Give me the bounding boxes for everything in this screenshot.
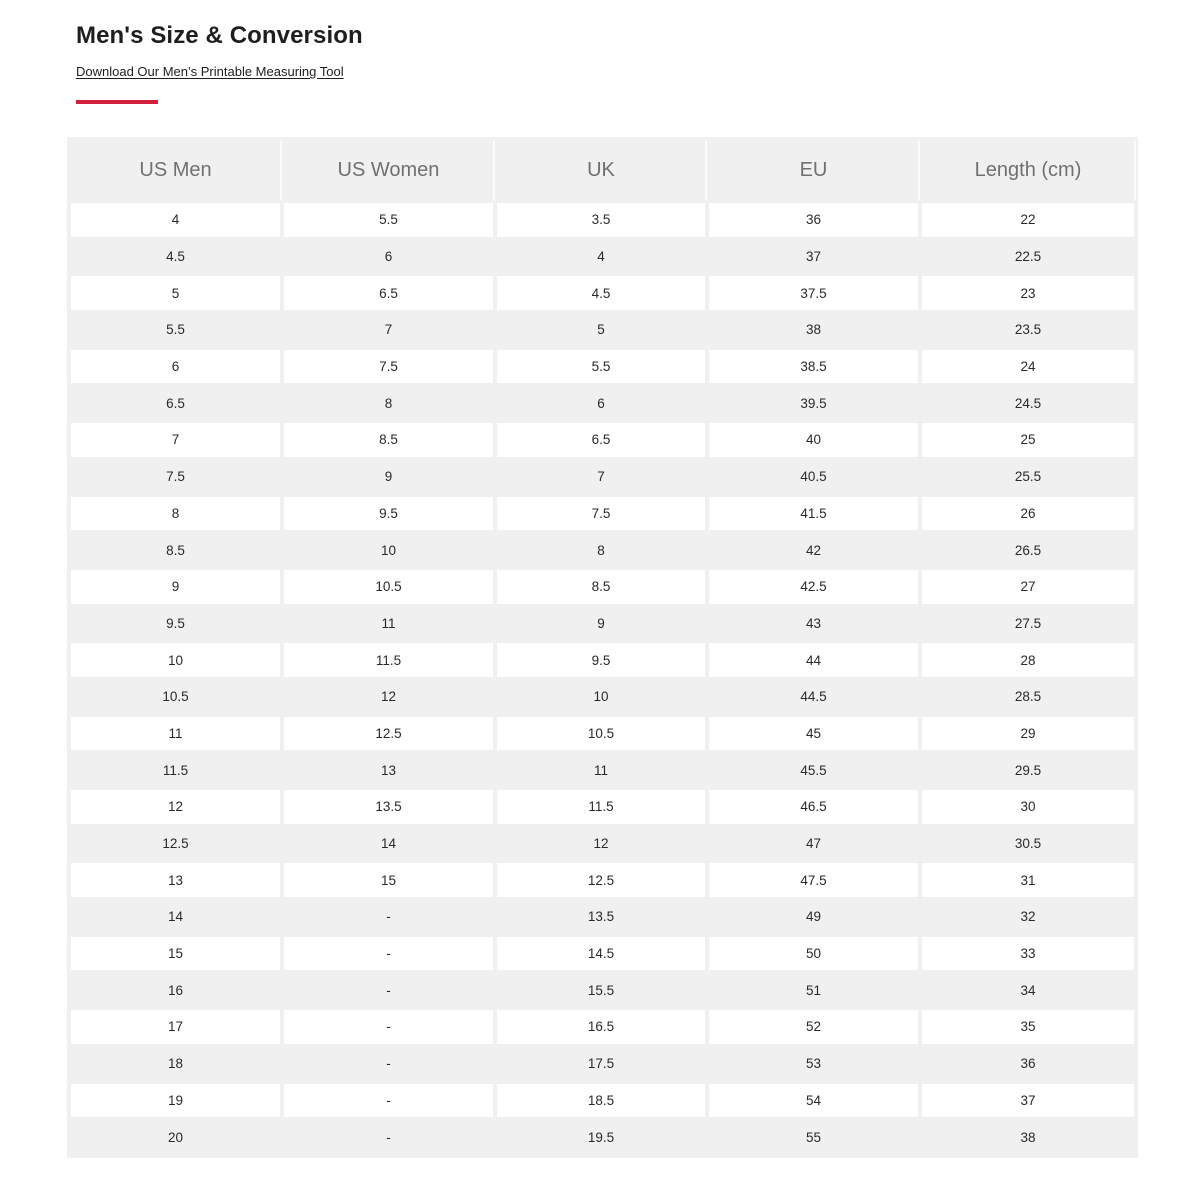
cell-us-men: 10.5 (71, 680, 280, 714)
download-measuring-tool-link[interactable]: Download Our Men’s Printable Measuring Tool (76, 64, 344, 79)
cell-us-women: 13 (284, 753, 493, 787)
cell-uk: 8.5 (497, 570, 705, 604)
cell-uk: 9 (497, 607, 705, 641)
column-header-uk: UK (497, 140, 705, 200)
cell-eu: 55 (709, 1120, 918, 1154)
table-row (71, 1047, 1134, 1081)
cell-uk: 5.5 (497, 350, 705, 384)
cell-length-cm: 31 (922, 863, 1134, 897)
cell-uk: 19.5 (497, 1120, 705, 1154)
cell-uk: 8 (497, 533, 705, 567)
cell-length-cm: 35 (922, 1010, 1134, 1044)
cell-us-women: 11.5 (284, 643, 493, 677)
table-row (71, 276, 1134, 310)
cell-uk: 4.5 (497, 276, 705, 310)
cell-length-cm: 22 (922, 203, 1134, 237)
cell-us-women: 13.5 (284, 790, 493, 824)
cell-length-cm: 25 (922, 423, 1134, 457)
cell-us-women: 15 (284, 863, 493, 897)
cell-us-men: 20 (71, 1120, 280, 1154)
cell-eu: 39.5 (709, 386, 918, 420)
table-row (71, 717, 1134, 751)
cell-eu: 50 (709, 937, 918, 971)
cell-uk: 16.5 (497, 1010, 705, 1044)
cell-eu: 37 (709, 240, 918, 274)
cell-length-cm: 28 (922, 643, 1134, 677)
cell-us-men: 4 (71, 203, 280, 237)
table-row (71, 607, 1134, 641)
table-row (71, 533, 1134, 567)
cell-us-women: 10.5 (284, 570, 493, 604)
cell-length-cm: 34 (922, 973, 1134, 1007)
cell-eu: 43 (709, 607, 918, 641)
column-header-us-women: US Women (284, 140, 493, 200)
cell-us-men: 11 (71, 717, 280, 751)
cell-eu: 46.5 (709, 790, 918, 824)
cell-us-men: 11.5 (71, 753, 280, 787)
cell-eu: 40 (709, 423, 918, 457)
cell-us-women: - (284, 1047, 493, 1081)
cell-us-men: 12.5 (71, 827, 280, 861)
cell-uk: 7 (497, 460, 705, 494)
table-row (71, 350, 1134, 384)
cell-eu: 47.5 (709, 863, 918, 897)
cell-us-women: 10 (284, 533, 493, 567)
cell-us-women: 8.5 (284, 423, 493, 457)
size-conversion-table-container (67, 137, 1138, 1158)
cell-us-men: 19 (71, 1084, 280, 1118)
table-row (71, 460, 1134, 494)
table-row (71, 863, 1134, 897)
cell-eu: 44.5 (709, 680, 918, 714)
cell-uk: 13.5 (497, 900, 705, 934)
table-row (71, 937, 1134, 971)
cell-uk: 6.5 (497, 423, 705, 457)
cell-us-men: 9 (71, 570, 280, 604)
cell-eu: 47 (709, 827, 918, 861)
cell-us-women: - (284, 937, 493, 971)
cell-us-men: 9.5 (71, 607, 280, 641)
table-row (71, 203, 1134, 237)
table-row (71, 570, 1134, 604)
table-row (71, 900, 1134, 934)
cell-uk: 10 (497, 680, 705, 714)
table-row (71, 753, 1134, 787)
table-row (71, 497, 1134, 531)
cell-us-men: 17 (71, 1010, 280, 1044)
cell-eu: 38.5 (709, 350, 918, 384)
cell-uk: 6 (497, 386, 705, 420)
cell-uk: 15.5 (497, 973, 705, 1007)
cell-us-men: 13 (71, 863, 280, 897)
table-row (71, 973, 1134, 1007)
cell-us-women: 8 (284, 386, 493, 420)
cell-length-cm: 30.5 (922, 827, 1134, 861)
table-row (71, 643, 1134, 677)
cell-us-women: 7.5 (284, 350, 493, 384)
cell-us-men: 7.5 (71, 460, 280, 494)
cell-eu: 42.5 (709, 570, 918, 604)
cell-us-men: 10 (71, 643, 280, 677)
cell-us-men: 12 (71, 790, 280, 824)
cell-length-cm: 36 (922, 1047, 1134, 1081)
cell-eu: 44 (709, 643, 918, 677)
cell-uk: 17.5 (497, 1047, 705, 1081)
table-row (71, 680, 1134, 714)
cell-length-cm: 26.5 (922, 533, 1134, 567)
cell-length-cm: 28.5 (922, 680, 1134, 714)
cell-eu: 38 (709, 313, 918, 347)
table-row (71, 1120, 1134, 1154)
cell-us-women: 9 (284, 460, 493, 494)
cell-us-men: 7 (71, 423, 280, 457)
cell-us-men: 4.5 (71, 240, 280, 274)
cell-us-men: 5.5 (71, 313, 280, 347)
cell-length-cm: 38 (922, 1120, 1134, 1154)
cell-us-men: 8.5 (71, 533, 280, 567)
cell-us-men: 16 (71, 973, 280, 1007)
table-row (71, 313, 1134, 347)
cell-uk: 3.5 (497, 203, 705, 237)
cell-eu: 52 (709, 1010, 918, 1044)
cell-us-women: - (284, 973, 493, 1007)
cell-us-women: 9.5 (284, 497, 493, 531)
cell-eu: 45.5 (709, 753, 918, 787)
page-title: Men's Size & Conversion (76, 22, 363, 49)
cell-us-women: 12.5 (284, 717, 493, 751)
cell-uk: 10.5 (497, 717, 705, 751)
cell-uk: 11.5 (497, 790, 705, 824)
table-row (71, 790, 1134, 824)
cell-eu: 36 (709, 203, 918, 237)
cell-uk: 4 (497, 240, 705, 274)
cell-length-cm: 27.5 (922, 607, 1134, 641)
cell-length-cm: 29 (922, 717, 1134, 751)
cell-length-cm: 29.5 (922, 753, 1134, 787)
table-row (71, 827, 1134, 861)
cell-us-women: 14 (284, 827, 493, 861)
cell-eu: 40.5 (709, 460, 918, 494)
column-header-us-men: US Men (71, 140, 280, 200)
column-header-eu: EU (709, 140, 918, 200)
cell-us-men: 15 (71, 937, 280, 971)
cell-uk: 5 (497, 313, 705, 347)
cell-uk: 12.5 (497, 863, 705, 897)
cell-uk: 9.5 (497, 643, 705, 677)
accent-divider (76, 100, 158, 104)
cell-us-women: - (284, 1120, 493, 1154)
size-conversion-table (67, 137, 1138, 1157)
cell-us-men: 8 (71, 497, 280, 531)
cell-uk: 18.5 (497, 1084, 705, 1118)
cell-length-cm: 24.5 (922, 386, 1134, 420)
cell-us-women: 11 (284, 607, 493, 641)
cell-us-women: 6 (284, 240, 493, 274)
cell-us-women: 5.5 (284, 203, 493, 237)
cell-eu: 51 (709, 973, 918, 1007)
cell-us-men: 18 (71, 1047, 280, 1081)
cell-us-women: - (284, 900, 493, 934)
cell-eu: 54 (709, 1084, 918, 1118)
cell-eu: 49 (709, 900, 918, 934)
cell-us-women: - (284, 1084, 493, 1118)
table-header-row (71, 140, 1134, 200)
cell-eu: 45 (709, 717, 918, 751)
cell-length-cm: 22.5 (922, 240, 1134, 274)
table-row (71, 423, 1134, 457)
cell-eu: 41.5 (709, 497, 918, 531)
cell-us-women: - (284, 1010, 493, 1044)
cell-uk: 14.5 (497, 937, 705, 971)
cell-us-women: 12 (284, 680, 493, 714)
cell-length-cm: 24 (922, 350, 1134, 384)
cell-length-cm: 23 (922, 276, 1134, 310)
cell-length-cm: 30 (922, 790, 1134, 824)
column-header-length-cm: Length (cm) (922, 140, 1134, 200)
table-row (71, 1010, 1134, 1044)
table-row (71, 386, 1134, 420)
table-row (71, 1084, 1134, 1118)
cell-eu: 37.5 (709, 276, 918, 310)
cell-uk: 11 (497, 753, 705, 787)
table-row (71, 240, 1134, 274)
cell-eu: 42 (709, 533, 918, 567)
cell-us-women: 6.5 (284, 276, 493, 310)
cell-length-cm: 23.5 (922, 313, 1134, 347)
cell-us-men: 5 (71, 276, 280, 310)
cell-length-cm: 37 (922, 1084, 1134, 1118)
cell-us-men: 6 (71, 350, 280, 384)
cell-uk: 7.5 (497, 497, 705, 531)
cell-length-cm: 25.5 (922, 460, 1134, 494)
cell-length-cm: 26 (922, 497, 1134, 531)
cell-uk: 12 (497, 827, 705, 861)
cell-length-cm: 33 (922, 937, 1134, 971)
cell-eu: 53 (709, 1047, 918, 1081)
cell-us-women: 7 (284, 313, 493, 347)
cell-length-cm: 27 (922, 570, 1134, 604)
cell-us-men: 14 (71, 900, 280, 934)
cell-length-cm: 32 (922, 900, 1134, 934)
cell-us-men: 6.5 (71, 386, 280, 420)
